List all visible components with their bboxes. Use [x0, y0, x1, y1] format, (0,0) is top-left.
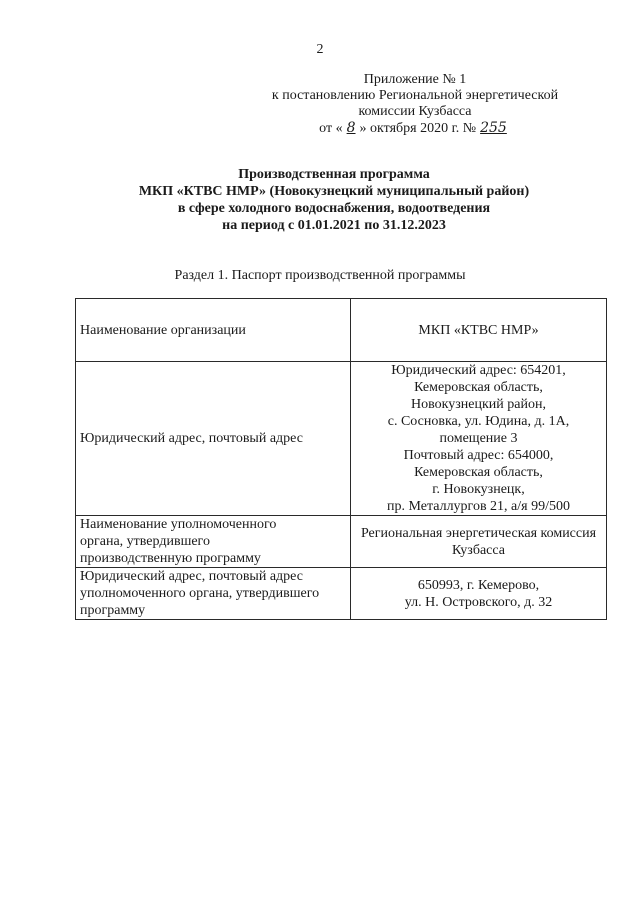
appendix-title: Приложение № 1: [363, 72, 467, 87]
label-line: программу: [80, 603, 146, 618]
row-label: [76, 516, 351, 568]
handwritten-number: 255: [480, 120, 507, 136]
label-line: уполномоченного органа, утвердившего: [80, 586, 320, 601]
title-line-1: Производственная программа: [238, 167, 430, 182]
title-line-4: на период с 01.01.2021 по 31.12.2023: [222, 218, 446, 233]
value-line: Юридический адрес: 654201,: [391, 363, 566, 378]
label-line: органа, утвердившего: [80, 534, 210, 549]
value-line: Почтовый адрес: 654000,: [403, 448, 554, 463]
section-heading: Раздел 1. Паспорт производственной программы: [174, 268, 466, 283]
value-line: Кемеровская область,: [414, 380, 543, 395]
value-line: помещение 3: [439, 431, 518, 446]
value-line: Новокузнецкий район,: [411, 397, 546, 412]
passport-table: [75, 298, 607, 620]
title-line-3: в сфере холодного водоснабжения, водоотведения: [177, 201, 491, 216]
table-row: [76, 362, 607, 516]
value-line: г. Новокузнецк,: [432, 482, 525, 497]
appendix-resolution-line: к постановлению Региональной энергетической: [271, 88, 559, 103]
appendix-date-line: [250, 120, 580, 137]
appendix-block: [250, 72, 580, 137]
date-middle: » октября 2020 г. №: [359, 121, 477, 136]
appendix-commission-line: комиссии Кузбасса: [358, 104, 472, 119]
table-row: [76, 516, 607, 568]
document-title: [60, 166, 608, 234]
label-line: Наименование уполномоченного: [80, 517, 277, 532]
table-row: [76, 568, 607, 620]
value-line: МКП «КТВС НМР»: [418, 322, 539, 338]
value-line: Кемеровская область,: [414, 465, 543, 480]
handwritten-day: 8: [346, 120, 356, 136]
row-label: [76, 568, 351, 620]
label-line: производственную программу: [80, 551, 261, 566]
value-line: ул. Н. Островского, д. 32: [404, 594, 553, 610]
label-line: Юридический адрес, почтовый адрес: [80, 431, 303, 446]
value-line: Кузбасса: [452, 542, 505, 558]
table-row: [76, 299, 607, 362]
row-value: [351, 516, 607, 568]
value-line: 650993, г. Кемерово,: [417, 577, 540, 593]
date-prefix: от «: [319, 121, 343, 136]
label-line: Юридический адрес, почтовый адрес: [80, 569, 303, 584]
label-line: Наименование организации: [80, 322, 246, 338]
value-line: с. Сосновка, ул. Юдина, д. 1А,: [387, 414, 570, 429]
value-line: пр. Металлургов 21, а/я 99/500: [386, 499, 570, 514]
row-value: [351, 362, 607, 516]
page-number: 2: [316, 42, 324, 57]
row-label: [76, 362, 351, 516]
value-line: Региональная энергетическая комиссия: [360, 525, 597, 541]
row-value: [351, 568, 607, 620]
row-label: [76, 299, 351, 362]
row-value: [351, 299, 607, 362]
title-line-2: МКП «КТВС НМР» (Новокузнецкий муниципальный район): [138, 184, 530, 199]
